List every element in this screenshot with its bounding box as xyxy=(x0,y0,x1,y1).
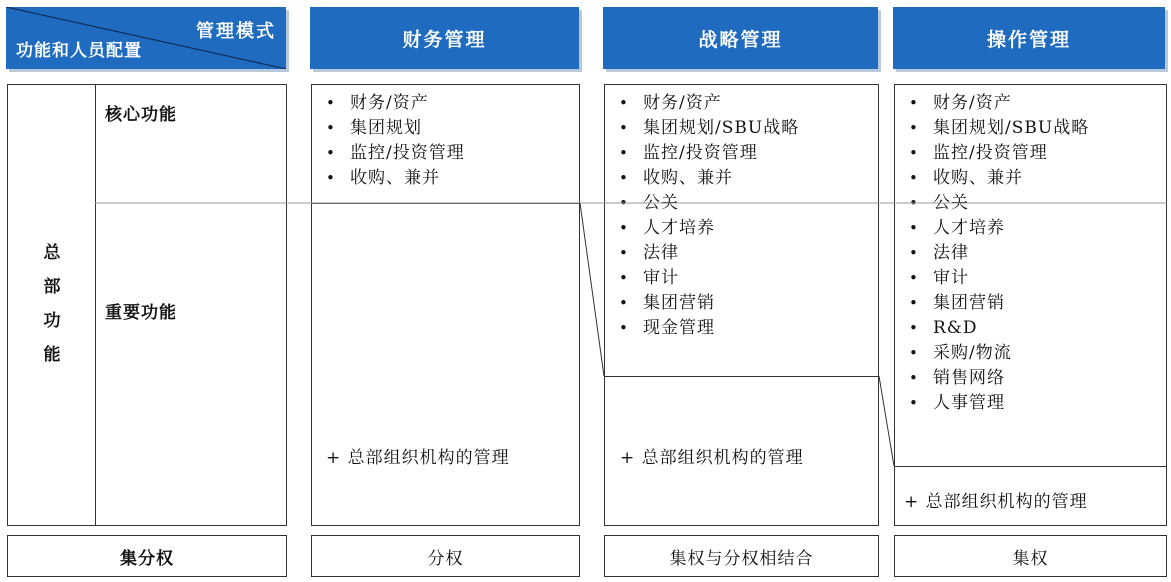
bottom-col1-box xyxy=(311,535,580,577)
list-item-text: 审计 xyxy=(933,268,969,288)
list-item-text: 财务/资产 xyxy=(933,93,1012,113)
bullet-icon: • xyxy=(619,169,629,187)
bottom-col1-text: 分权 xyxy=(427,548,464,569)
bottom-col3-box xyxy=(894,535,1167,577)
bullet-icon: • xyxy=(909,369,919,387)
connector-col2-col3 xyxy=(879,376,894,466)
bottom-col2-box xyxy=(604,535,879,577)
bullet-icon: • xyxy=(909,394,919,412)
bullet-icon: • xyxy=(909,144,919,162)
header-strategic-management: 战略管理 xyxy=(603,7,878,69)
list-item-text: 集团规划 xyxy=(350,118,422,138)
list-item xyxy=(611,191,799,216)
list-item-text: 审计 xyxy=(643,268,679,288)
bullet-icon: • xyxy=(619,194,629,212)
bullet-icon: • xyxy=(619,219,629,237)
list-item xyxy=(318,91,465,116)
bottom-col2-text: 集权与分权相结合 xyxy=(669,548,814,569)
header-financial-management: 财务管理 xyxy=(310,7,579,69)
important-function-label: 重要功能 xyxy=(105,303,177,323)
header-corner xyxy=(6,7,286,69)
list-item xyxy=(611,266,799,291)
hq-function-char-2: 部 xyxy=(43,277,61,297)
col1-lower-box xyxy=(311,203,580,526)
col2-list xyxy=(611,91,799,341)
bottom-col3-text: 集权 xyxy=(1012,548,1049,569)
left-label-divider xyxy=(95,84,96,526)
bullet-icon: • xyxy=(909,94,919,112)
header-operational-management: 操作管理 xyxy=(893,7,1165,69)
list-item-text: 监控/投资管理 xyxy=(350,143,465,163)
bullet-icon: • xyxy=(326,94,336,112)
list-item xyxy=(901,91,1089,116)
bullet-icon: • xyxy=(909,219,919,237)
bullet-icon: • xyxy=(619,144,629,162)
list-item xyxy=(901,141,1089,166)
list-item-text: 公关 xyxy=(933,193,969,213)
hq-function-char-3: 功 xyxy=(43,311,61,331)
col3-plus-text: + 总部组织机构的管理 xyxy=(904,492,1088,512)
bullet-icon: • xyxy=(909,294,919,312)
list-item xyxy=(901,316,1089,341)
bullet-icon: • xyxy=(326,119,336,137)
list-item-text: 收购、兼并 xyxy=(643,168,733,188)
list-item xyxy=(318,141,465,166)
corner-bottom-left-label: 功能和人员配置 xyxy=(16,41,142,61)
list-item xyxy=(901,341,1089,366)
col1-plus-text: + 总部组织机构的管理 xyxy=(326,448,510,468)
list-item-text: 集团规划/SBU战略 xyxy=(643,118,800,138)
bullet-icon: • xyxy=(326,144,336,162)
list-item xyxy=(611,216,799,241)
col2-plus-text: + 总部组织机构的管理 xyxy=(620,448,804,468)
list-item-text: R&D xyxy=(933,318,978,338)
bottom-label-box xyxy=(7,535,287,577)
list-item-text: 收购、兼并 xyxy=(350,168,440,188)
bullet-icon: • xyxy=(619,119,629,137)
list-item xyxy=(901,191,1089,216)
bullet-icon: • xyxy=(909,344,919,362)
bullet-icon: • xyxy=(619,269,629,287)
list-item-text: 法律 xyxy=(643,243,679,263)
bullet-icon: • xyxy=(619,244,629,262)
bullet-icon: • xyxy=(619,94,629,112)
col1-list xyxy=(318,91,465,191)
bullet-icon: • xyxy=(909,319,919,337)
list-item xyxy=(611,166,799,191)
list-item xyxy=(901,266,1089,291)
list-item-text: 人事管理 xyxy=(933,393,1005,413)
list-item-text: 监控/投资管理 xyxy=(933,143,1048,163)
list-item xyxy=(901,166,1089,191)
list-item-text: 监控/投资管理 xyxy=(643,143,758,163)
list-item xyxy=(611,141,799,166)
core-function-label: 核心功能 xyxy=(105,105,177,125)
list-item xyxy=(611,241,799,266)
bullet-icon: • xyxy=(909,169,919,187)
list-item-text: 法律 xyxy=(933,243,969,263)
list-item-text: 财务/资产 xyxy=(643,93,722,113)
list-item xyxy=(318,116,465,141)
list-item-text: 集团营销 xyxy=(643,293,715,313)
list-item-text: 销售网络 xyxy=(933,368,1005,388)
list-item-text: 公关 xyxy=(643,193,679,213)
bullet-icon: • xyxy=(909,194,919,212)
list-item-text: 财务/资产 xyxy=(350,93,429,113)
list-item xyxy=(611,116,799,141)
list-item xyxy=(901,241,1089,266)
list-item-text: 人才培养 xyxy=(643,218,715,238)
list-item xyxy=(901,216,1089,241)
list-item xyxy=(318,166,465,191)
list-item xyxy=(901,291,1089,316)
list-item xyxy=(901,391,1089,416)
hq-function-char-1: 总 xyxy=(43,243,61,263)
list-item xyxy=(611,91,799,116)
hq-function-label xyxy=(40,236,64,372)
list-item-text: 现金管理 xyxy=(643,318,715,338)
corner-top-right-label: 管理模式 xyxy=(196,21,276,42)
list-item-text: 人才培养 xyxy=(933,218,1005,238)
list-item xyxy=(611,291,799,316)
hq-function-char-4: 能 xyxy=(43,345,61,365)
bullet-icon: • xyxy=(326,169,336,187)
bottom-label: 集分权 xyxy=(120,548,174,569)
list-item-text: 采购/物流 xyxy=(933,343,1012,363)
list-item xyxy=(901,366,1089,391)
list-item xyxy=(901,116,1089,141)
connector-col1-col2 xyxy=(580,203,604,376)
bullet-icon: • xyxy=(909,119,919,137)
bullet-icon: • xyxy=(909,269,919,287)
list-item-text: 集团营销 xyxy=(933,293,1005,313)
col3-list xyxy=(901,91,1089,416)
bullet-icon: • xyxy=(619,319,629,337)
list-item xyxy=(611,316,799,341)
list-item-text: 集团规划/SBU战略 xyxy=(933,118,1090,138)
bullet-icon: • xyxy=(909,244,919,262)
bullet-icon: • xyxy=(619,294,629,312)
list-item-text: 收购、兼并 xyxy=(933,168,1023,188)
